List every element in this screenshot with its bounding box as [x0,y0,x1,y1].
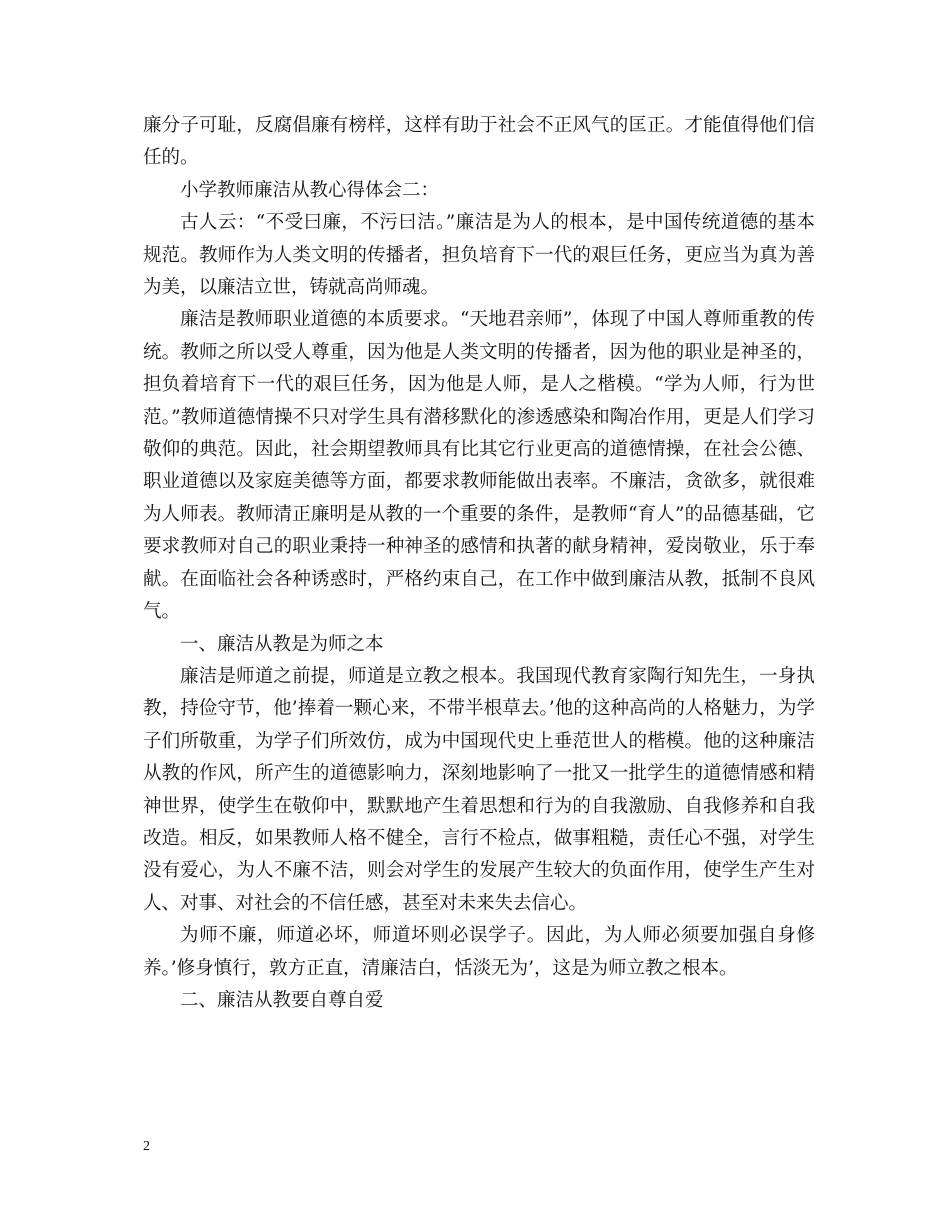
section-heading: 二、廉洁从教要自尊自爱 [180,989,384,1011]
paragraph: 廉洁是师道之前提，师道是立教之根本。我国现代教育家陶行知先生，一身执教，持俭守节，他’捧着一颗心来，不带半根草去。’他的这种高尚的人格魅力，为学子们所敬重，为学子们所效仿，成为中国现代史上垂范世人的楷模。他的这种廉洁从教的作风，所产生的道德影响力，深刻地影响了一批又一批学生的道德情感和精神世界，使学生在敬仰中，默默地产生着思想和行为的自我激励、自我修养和自我改造。相反，如果教师人格不健全，言行不检点，做事粗糙，责任心不强，对学生没有爱心，为人不廉不洁，则会对学生的发展产生较大的负面作用，使学生产生对人、对事、对社会的不信任感，甚至对未来失去信心。 [143,665,815,914]
section-heading: 一、廉洁从教是为师之本 [180,633,384,655]
document-body [143,110,815,1017]
paragraph: 廉洁是教师职业道德的本质要求。“天地君亲师”，体现了中国人尊师重教的传统。教师之所以受人尊重，因为他是人类文明的传播者，因为他的职业是神圣的，担负着培育下一代的艰巨任务，因为他是人师，是人之楷模。“学为人师，行为世范。”教师道德情操不只对学生具有潜移默化的渗透感染和陶冶作用，更是人们学习敬仰的典范。因此，社会期望教师具有比其它行业更高的道德情操，在社会公德、职业道德以及家庭美德等方面，都要求教师能做出表率。不廉洁，贪欲多，就很难为人师表。教师清正廉明是从教的一个重要的条件，是教师“育人”的品德基础，它要求教师对自己的职业秉持一种神圣的感情和执著的献身精神，爱岗敬业，乐于奉献。在面临社会各种诱惑时，严格约束自己，在工作中做到廉洁从教，抵制不良风气。 [143,309,815,623]
paragraph-subtitle: 小学教师廉洁从教心得体会二： [180,179,440,201]
paragraph: 古人云：“不受曰廉，不污曰洁。”廉洁是为人的根本，是中国传统道德的基本规范。教师作为人类文明的传播者，担负培育下一代的艰巨任务，更应当为真为善为美，以廉洁立世，铸就高尚师魂。 [143,212,815,299]
paragraph: 为师不廉，师道必坏，师道坏则必误学子。因此，为人师必须要加强自身修养。’修身慎行，敦方正直，清廉洁白，恬淡无为’，这是为师立教之根本。 [143,925,815,979]
paragraph-continuation: 廉分子可耻，反腐倡廉有榜样，这样有助于社会不正风气的匡正。才能值得他们信任的。 [143,115,815,169]
page-number: 2 [143,1139,150,1154]
